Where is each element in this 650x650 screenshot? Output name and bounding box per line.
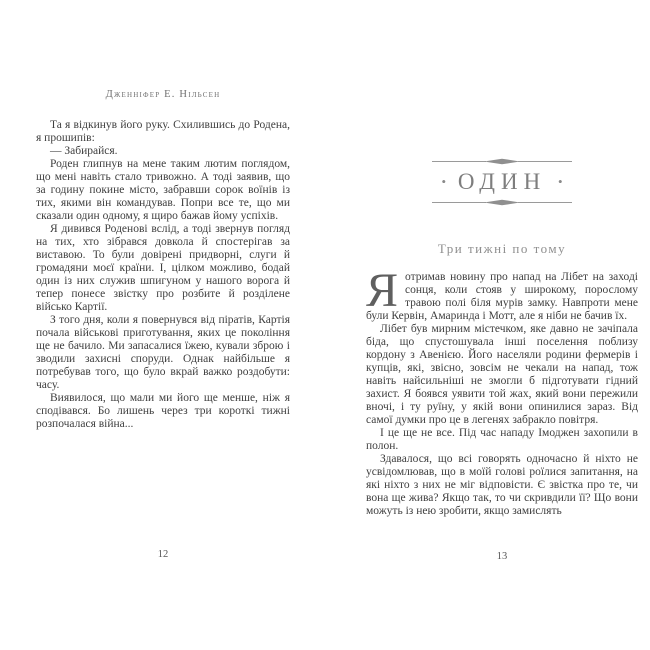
paragraph: І це ще не все. Під час нападу Імоджен захопили в полон. (366, 427, 638, 452)
paragraph: З того дня, коли я повернувся від піратів, Картія почала військові приготування, яких це покоління ще не бачило. Ми запасалися їжею, кували зброю і зводили захисні споруди. Однак найбільше я потребував того, що було вкрай важко роздобути: часу. (36, 314, 290, 391)
page-left (36, 89, 290, 431)
paragraph: Здавалося, що всі говорять одночасно й ніхто не усвідомлював, що в моїй голові роїлися запитання, на які ніхто з них не міг відповісти. Є звістка про те, чи вона ще жива? Якщо так, то чи скривдили її? Що вони можуть із нею зробити, якщо замислять (366, 453, 638, 517)
ornament-rule-top-icon (432, 157, 572, 166)
paragraph: Та я відкинув його руку. Схилившись до Родена, я прошипів: (36, 119, 290, 144)
title-bullet-right: • (557, 174, 563, 189)
paragraph-text: отримав новину про напад на Лібет на заході сонця, коли стояв у широкому, порослому травою полі біля мурів замку. Навпроти мене були Кервін, Амаринда і Мотт, але я ніби не бачив їх. (366, 271, 638, 322)
title-bullet-left: • (441, 174, 447, 189)
drop-cap: Я (366, 264, 399, 317)
chapter-subtitle: Три тижні по тому (437, 241, 567, 256)
chapter-title (432, 169, 572, 195)
paragraph: — Забирайся. (50, 145, 118, 157)
running-header: Дженніфер Е. Нільсен (105, 89, 221, 100)
paragraph: Я дивився Роденові вслід, а тоді звернув погляд на тих, хто зібрався довкола й спостерігав за виставою. То були довірені придворні, слуги й громадяни моєї країни. І, цілком можливо, бодай один із них служив шпигуном у нашого ворога й тепер понесе звістку про розбите й розділене військо Картії. (36, 223, 290, 313)
page-number-left: 12 (157, 549, 169, 560)
chapter-title-text: ОДИН (457, 169, 547, 194)
ornament-rule-bottom-icon (432, 198, 572, 207)
left-page-body (36, 119, 290, 431)
paragraph: Виявилося, що мали ми його ще менше, ніж я сподівався. Бо лишень через три короткі тижні розпочалася війна... (36, 392, 290, 430)
page-number-right: 13 (496, 551, 508, 562)
right-page-body (366, 264, 638, 518)
paragraph: Роден глипнув на мене таким лютим поглядом, що мені навіть стало тривожно. А тоді заявив, що за годину покине місто, забравши сорок воїнів із тих, якими він командував. Попри все те, що ми сказали один одному, я щиро бажав йому успіхів. (36, 158, 290, 222)
paragraph (366, 264, 638, 323)
page-right (366, 157, 638, 518)
paragraph: Лібет був мирним містечком, яке давно не зачіпала біда, що спустошувала інші поселення поблизу кордону з Авенією. Його населяли родини фермерів і купців, які, звісно, зовсім не чекали на напад, тож навіть найсильніші не змогли б підготувати гідний захист. Я боявся уявити той жах, який вони пережили вночі, і ту руїну, у якій вони опинилися зараз. Від самої думки про це в легенях забракло повітря. (366, 323, 638, 426)
chapter-heading (432, 157, 572, 207)
